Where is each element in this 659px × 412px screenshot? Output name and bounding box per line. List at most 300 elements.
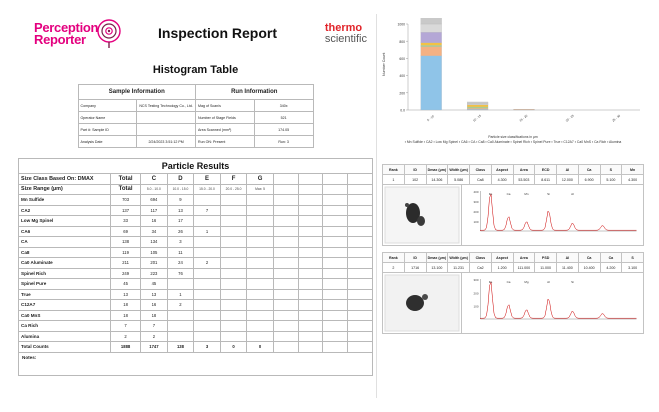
svg-text:0.0: 0.0 xyxy=(400,108,405,113)
particle-results-table xyxy=(18,173,373,353)
sample-label-0: Company xyxy=(78,100,137,112)
cell-7 xyxy=(298,331,323,342)
svg-text:800: 800 xyxy=(399,39,405,44)
cell-6 xyxy=(273,289,298,300)
column-header-2: D xyxy=(167,174,194,185)
row-label: Ca Rich xyxy=(19,321,111,332)
cell-0: 249 xyxy=(111,268,141,279)
range-3: 15.0 - 20.0 xyxy=(194,184,221,195)
detail-header-10: S xyxy=(600,165,622,175)
cell-0: 69 xyxy=(111,226,141,237)
detail-header-7: ECD xyxy=(535,165,557,175)
range-8 xyxy=(323,184,348,195)
table-row xyxy=(19,205,373,216)
table-row xyxy=(19,279,373,290)
cell-6 xyxy=(273,268,298,279)
cell-5: 0 xyxy=(247,342,274,353)
table-row xyxy=(19,342,373,353)
cell-2: 17 xyxy=(167,216,194,227)
cell-0: 45 xyxy=(111,279,141,290)
row-label: CA6 xyxy=(19,226,111,237)
svg-text:Fe: Fe xyxy=(488,192,493,196)
cell-1: 45 xyxy=(141,279,168,290)
cell-9 xyxy=(348,268,373,279)
column-header-5: G xyxy=(247,174,274,185)
particle-detail-table-2 xyxy=(382,252,644,273)
cell-2: 9 xyxy=(167,195,194,206)
cell-9 xyxy=(348,247,373,258)
detail-value-10: 5.100 xyxy=(600,175,622,185)
perception-reporter-logo xyxy=(34,22,144,46)
cell-2 xyxy=(167,331,194,342)
table-row xyxy=(78,112,313,124)
cell-9 xyxy=(348,331,373,342)
cell-0: 18 xyxy=(111,310,141,321)
detail-header-4: Class xyxy=(470,165,492,175)
cell-0: 2 xyxy=(111,331,141,342)
cell-4: 0 xyxy=(220,342,247,353)
detail-header-7: PSD xyxy=(535,253,557,263)
detail-value-9: 6.900 xyxy=(578,175,600,185)
cell-1: 18 xyxy=(141,310,168,321)
cell-3 xyxy=(194,216,221,227)
cell-7 xyxy=(298,279,323,290)
cell-8 xyxy=(323,289,348,300)
cell-8 xyxy=(323,226,348,237)
cell-2: 3 xyxy=(167,237,194,248)
report-header xyxy=(18,18,373,62)
detail-header-1: ID xyxy=(404,165,426,175)
row-label: Mn Sulfide xyxy=(19,195,111,206)
cell-4 xyxy=(220,279,247,290)
cell-2 xyxy=(167,279,194,290)
svg-text:15 - 20: 15 - 20 xyxy=(518,113,529,123)
chart-legend: ▪ Mn Sulfide ▪ CA2 ▪ Low Mg Spinel ▪ CA6 ▪ CA ▪ Ca8 ▪ Ca0 Aluminate ▪ Spinel Rich ▪ Spinel Pure ▪ True ▪ C12A7 ▪ Ca0 MnS ▪ Ca Rich ▪ Alumina xyxy=(404,140,622,144)
detail-value-4: Ca2 xyxy=(470,263,492,273)
table-row xyxy=(19,247,373,258)
spectrum-plot-2 xyxy=(462,273,643,333)
range-7 xyxy=(298,184,323,195)
cell-5 xyxy=(247,279,274,290)
cell-3: 3 xyxy=(194,342,221,353)
table-row xyxy=(19,300,373,311)
sample-run-information-table xyxy=(78,84,314,148)
svg-text:10 - 15: 10 - 15 xyxy=(472,113,482,123)
detail-value-9: 10.400 xyxy=(578,263,600,273)
row-label: CA2 xyxy=(19,205,111,216)
range-5: Max: 5 xyxy=(247,184,274,195)
svg-text:600: 600 xyxy=(399,57,405,61)
cell-3 xyxy=(194,247,221,258)
row-label: CA xyxy=(19,237,111,248)
cell-4 xyxy=(220,258,247,269)
cell-2: 13 xyxy=(167,205,194,216)
cell-5 xyxy=(247,258,274,269)
cell-5 xyxy=(247,226,274,237)
cell-8 xyxy=(323,216,348,227)
cell-1: 134 xyxy=(141,237,168,248)
cell-7 xyxy=(298,226,323,237)
particle-micrograph-2 xyxy=(383,273,461,333)
sample-label-2: Part #: Sample ID xyxy=(78,124,137,136)
table-row xyxy=(19,331,373,342)
range-2: 10.0 - 15.0 xyxy=(167,184,194,195)
cell-9 xyxy=(348,310,373,321)
cell-7 xyxy=(298,289,323,300)
detail-header-4: Class xyxy=(470,253,492,263)
detail-value-8: 11.400 xyxy=(557,263,579,273)
cell-4 xyxy=(220,321,247,332)
run-value-2: 174.05 xyxy=(254,124,313,136)
detail-header-0: Rank xyxy=(383,253,405,263)
detail-header-11: S xyxy=(622,253,644,263)
cell-3 xyxy=(194,310,221,321)
cell-1: 201 xyxy=(141,258,168,269)
detail-header-0: Rank xyxy=(383,165,405,175)
cell-2 xyxy=(167,310,194,321)
cell-5 xyxy=(247,247,274,258)
spiral-logo-icon xyxy=(96,18,122,48)
detail-value-2: 13.100 xyxy=(426,263,448,273)
histogram-chart xyxy=(382,18,644,158)
cell-0: 119 xyxy=(111,247,141,258)
svg-text:20 - 25: 20 - 25 xyxy=(564,113,575,123)
inspection-report xyxy=(18,18,373,396)
detail-value-2: 14.306 xyxy=(426,175,448,185)
particle-detail-table-1 xyxy=(382,164,644,185)
run-value-3: Run: 3 xyxy=(254,136,313,148)
analysis-column xyxy=(382,18,644,396)
cell-2: 24 xyxy=(167,258,194,269)
detail-header-11: Mn xyxy=(622,165,644,175)
cell-7 xyxy=(298,310,323,321)
cell-6 xyxy=(273,237,298,248)
cell-1: 2 xyxy=(141,331,168,342)
sample-label-3: Analysis Date xyxy=(78,136,137,148)
information-header-row xyxy=(78,85,313,100)
row-label: Low Mg Spinel xyxy=(19,216,111,227)
sample-information-header: Sample Information xyxy=(78,85,196,100)
detail-header-8: Al xyxy=(557,165,579,175)
cell-5 xyxy=(247,300,274,311)
report-subtitle: Histogram Table xyxy=(152,64,239,76)
cell-8 xyxy=(323,300,348,311)
svg-text:Al: Al xyxy=(547,280,550,284)
run-information-header: Run Information xyxy=(196,85,314,100)
cell-2 xyxy=(167,321,194,332)
column-header-1: C xyxy=(141,174,168,185)
cell-0: 18 xyxy=(111,300,141,311)
particle-spectrum-1 xyxy=(462,185,643,245)
cell-9 xyxy=(348,300,373,311)
particle-results-body xyxy=(19,195,373,353)
run-label-2: Area Scanned (mm²) xyxy=(196,124,255,136)
sample-value-2 xyxy=(137,124,196,136)
cell-6 xyxy=(273,205,298,216)
cell-9 xyxy=(348,258,373,269)
cell-5 xyxy=(247,268,274,279)
cell-4 xyxy=(220,289,247,300)
detail-value-6: 111.000 xyxy=(513,263,535,273)
detail-value-6: 53.503 xyxy=(513,175,535,185)
cell-9 xyxy=(348,237,373,248)
detail-header-6: Area xyxy=(513,253,535,263)
detail-header-6: Area xyxy=(513,165,535,175)
cell-7 xyxy=(298,216,323,227)
svg-text:200: 200 xyxy=(473,210,479,214)
cell-6 xyxy=(273,226,298,237)
cell-9 xyxy=(348,342,373,353)
svg-text:Fe: Fe xyxy=(488,280,493,284)
detail-header-2: Dmax (µm) xyxy=(426,165,448,175)
cell-0: 137 xyxy=(111,205,141,216)
size-class-label: Size Class Based On: DMAX xyxy=(19,174,111,185)
cell-2: 2 xyxy=(167,300,194,311)
cell-3 xyxy=(194,268,221,279)
row-label: Ca8 xyxy=(19,247,111,258)
detail-header-8: Al xyxy=(557,253,579,263)
cell-0: 33 xyxy=(111,216,141,227)
cell-9 xyxy=(348,195,373,206)
cell-8 xyxy=(323,331,348,342)
table-row xyxy=(78,136,313,148)
chart-ylabel: Number Count xyxy=(382,52,386,76)
svg-text:Ca: Ca xyxy=(506,280,511,284)
svg-text:25 - 30: 25 - 30 xyxy=(611,113,622,123)
cell-9 xyxy=(348,216,373,227)
detail-header-1: ID xyxy=(404,253,426,263)
cell-8 xyxy=(323,279,348,290)
particle-detail-1 xyxy=(382,164,644,246)
cell-0: 211 xyxy=(111,258,141,269)
range-0: Total xyxy=(111,184,141,195)
cell-1: 34 xyxy=(141,226,168,237)
run-value-1: 521 xyxy=(254,112,313,124)
cell-1: 7 xyxy=(141,321,168,332)
column-header-0: Total xyxy=(111,174,141,185)
size-class-row xyxy=(19,174,373,185)
particle-detail-body-2 xyxy=(382,273,644,334)
cell-1: 13 xyxy=(141,289,168,300)
table-row xyxy=(19,268,373,279)
range-6 xyxy=(273,184,298,195)
cell-3 xyxy=(194,195,221,206)
cell-4 xyxy=(220,331,247,342)
logo-line-1: Perception xyxy=(34,20,99,35)
cell-6 xyxy=(273,321,298,332)
cell-4 xyxy=(220,226,247,237)
detail-value-5: 1.200 xyxy=(491,263,513,273)
table-header-row xyxy=(383,253,644,263)
cell-1: 16 xyxy=(141,300,168,311)
cell-9 xyxy=(348,321,373,332)
cell-7 xyxy=(298,300,323,311)
detail-value-1: 1716 xyxy=(404,263,426,273)
detail-value-10: 4.200 xyxy=(600,263,622,273)
cell-3 xyxy=(194,237,221,248)
detail-value-3: 11.231 xyxy=(448,263,470,273)
cell-8 xyxy=(323,258,348,269)
detail-header-3: Width (µm) xyxy=(448,165,470,175)
table-row xyxy=(19,237,373,248)
cell-1: 117 xyxy=(141,205,168,216)
cell-5 xyxy=(247,195,274,206)
cell-1: 1747 xyxy=(141,342,168,353)
svg-text:Si: Si xyxy=(571,280,574,284)
cell-4 xyxy=(220,310,247,321)
table-row xyxy=(19,321,373,332)
svg-text:Mg: Mg xyxy=(524,280,529,284)
range-1: 5.0 - 10.0 xyxy=(141,184,168,195)
cell-4 xyxy=(220,300,247,311)
column-header-3: E xyxy=(194,174,221,185)
column-header-7 xyxy=(298,174,323,185)
detail-value-0: 2 xyxy=(383,263,405,273)
row-label: Alumina xyxy=(19,331,111,342)
spectrum-plot-1 xyxy=(462,185,643,245)
size-range-row xyxy=(19,184,373,195)
table-row xyxy=(19,258,373,269)
cell-8 xyxy=(323,237,348,248)
cell-3 xyxy=(194,300,221,311)
cell-6 xyxy=(273,342,298,353)
detail-header-9: Ca xyxy=(578,253,600,263)
detail-header-2: Dmax (µm) xyxy=(426,253,448,263)
sample-label-1: Operator Name xyxy=(78,112,137,124)
table-header-row xyxy=(383,165,644,175)
cell-6 xyxy=(273,310,298,321)
table-row xyxy=(78,124,313,136)
cell-2: 76 xyxy=(167,268,194,279)
cell-2: 1 xyxy=(167,289,194,300)
column-header-8 xyxy=(323,174,348,185)
detail-value-7: 8.611 xyxy=(535,175,557,185)
cell-7 xyxy=(298,195,323,206)
cell-0: 1888 xyxy=(111,342,141,353)
chart-xlabel: Particle size classifications in µm xyxy=(488,135,538,139)
cell-2: 26 xyxy=(167,226,194,237)
particle-detail-2 xyxy=(382,252,644,334)
row-label: True xyxy=(19,289,111,300)
cell-8 xyxy=(323,195,348,206)
cell-3 xyxy=(194,321,221,332)
logo-line-2: Reporter xyxy=(34,32,86,47)
run-label-3: Run ON: Present xyxy=(196,136,255,148)
range-9 xyxy=(348,184,373,195)
svg-text:300: 300 xyxy=(473,278,479,282)
cell-5 xyxy=(247,216,274,227)
cell-6 xyxy=(273,331,298,342)
detail-value-4: Ca8 xyxy=(470,175,492,185)
cell-7 xyxy=(298,237,323,248)
svg-text:5 - 10: 5 - 10 xyxy=(426,114,435,123)
cell-3 xyxy=(194,279,221,290)
cell-3 xyxy=(194,331,221,342)
detail-header-5: Aspect xyxy=(491,165,513,175)
sample-value-1 xyxy=(137,112,196,124)
cell-7 xyxy=(298,342,323,353)
cell-3: 7 xyxy=(194,205,221,216)
range-4: 20.0 - 25.0 xyxy=(220,184,247,195)
cell-7 xyxy=(298,247,323,258)
cell-7 xyxy=(298,268,323,279)
detail-value-5: 4.300 xyxy=(491,175,513,185)
cell-5 xyxy=(247,237,274,248)
cell-7 xyxy=(298,321,323,332)
cell-6 xyxy=(273,247,298,258)
cell-3: 2 xyxy=(194,258,221,269)
detail-header-10: Ca xyxy=(600,253,622,263)
svg-text:400: 400 xyxy=(399,74,405,79)
page-divider xyxy=(376,14,377,398)
cell-5 xyxy=(247,321,274,332)
row-label: Ca0 MnS xyxy=(19,310,111,321)
cell-8 xyxy=(323,268,348,279)
detail-header-3: Width (µm) xyxy=(448,253,470,263)
row-label: Total Counts xyxy=(19,342,111,353)
sample-value-3: 2/24/2023 3:51:12 PM xyxy=(137,136,196,148)
column-header-6 xyxy=(273,174,298,185)
run-label-1: Number of Stage Fields xyxy=(196,112,255,124)
cell-9 xyxy=(348,279,373,290)
cell-9 xyxy=(348,205,373,216)
detail-value-11: 4.300 xyxy=(622,175,644,185)
table-row xyxy=(383,175,644,185)
scientific-word: scientific xyxy=(324,33,367,45)
notes-field[interactable]: Notes: xyxy=(18,353,373,376)
table-row xyxy=(19,216,373,227)
cell-0: 13 xyxy=(111,289,141,300)
particle-results-section xyxy=(18,158,373,376)
svg-text:Al: Al xyxy=(571,192,574,196)
svg-text:100: 100 xyxy=(473,220,479,224)
cell-4 xyxy=(220,195,247,206)
cell-6 xyxy=(273,195,298,206)
cell-8 xyxy=(323,321,348,332)
cell-6 xyxy=(273,300,298,311)
row-label: C12A7 xyxy=(19,300,111,311)
svg-text:200: 200 xyxy=(399,91,405,96)
svg-text:Mn: Mn xyxy=(524,192,529,196)
svg-text:1000: 1000 xyxy=(397,22,405,27)
cell-5 xyxy=(247,331,274,342)
particle-spectrum-2 xyxy=(462,273,643,333)
page-title: Inspection Report xyxy=(158,25,278,41)
particle-image-2 xyxy=(383,273,462,333)
particle-results-title: Particle Results xyxy=(18,158,373,173)
table-row xyxy=(19,310,373,321)
cell-6 xyxy=(273,258,298,269)
svg-text:Si: Si xyxy=(547,192,550,196)
svg-text:100: 100 xyxy=(473,304,479,309)
detail-header-5: Aspect xyxy=(491,253,513,263)
svg-text:200: 200 xyxy=(473,291,479,296)
table-row xyxy=(383,263,644,273)
detail-value-8: 12.000 xyxy=(557,175,579,185)
size-range-label: Size Range (µm) xyxy=(19,184,111,195)
row-label: Ca0 Aluminate xyxy=(19,258,111,269)
cell-7 xyxy=(298,258,323,269)
table-row xyxy=(19,195,373,206)
svg-text:400: 400 xyxy=(473,190,479,194)
detail-value-7: 11.000 xyxy=(535,263,557,273)
cell-3: 1 xyxy=(194,226,221,237)
svg-text:Ca: Ca xyxy=(506,192,511,196)
column-header-4: F xyxy=(220,174,247,185)
cell-5 xyxy=(247,205,274,216)
chart-plot xyxy=(382,18,644,130)
cell-1: 694 xyxy=(141,195,168,206)
